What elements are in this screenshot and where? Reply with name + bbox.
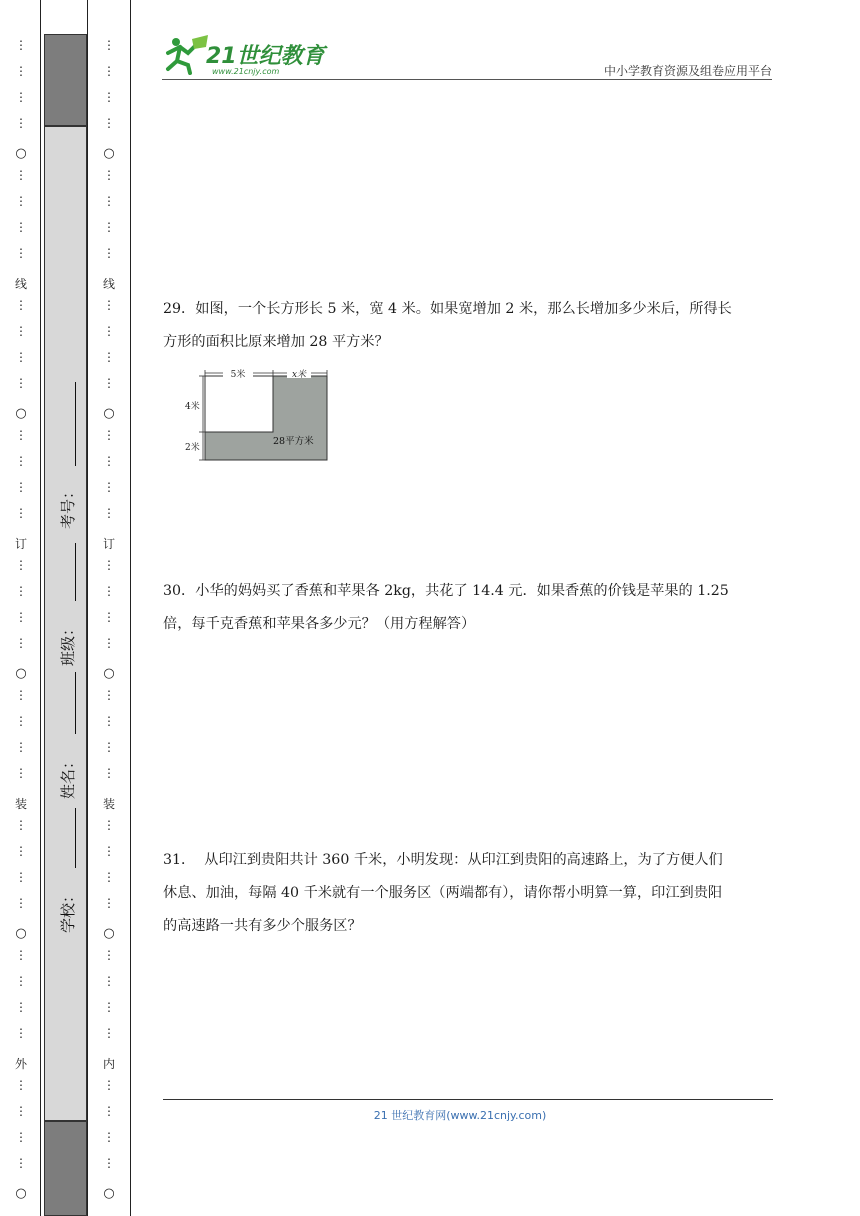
school-label: 学校： bbox=[59, 887, 78, 934]
site-logo[interactable] bbox=[162, 33, 342, 77]
cut-dot-mark: ⋮ bbox=[103, 896, 115, 910]
cut-dot-mark: ⋮ bbox=[15, 506, 27, 520]
cut-dot-mark: ⋮ bbox=[103, 38, 115, 52]
original-rectangle bbox=[205, 376, 273, 432]
header-divider bbox=[162, 79, 772, 80]
name-label: 姓名： bbox=[59, 753, 78, 800]
cut-line-word: 内 bbox=[102, 1057, 115, 1071]
cut-dot-mark: ⋮ bbox=[103, 90, 115, 104]
cut-dot-mark: ⋮ bbox=[15, 740, 27, 754]
exam-number-label: 考号： bbox=[59, 483, 78, 530]
inner-cut-line bbox=[102, 40, 116, 1216]
cut-circle-mark: ○ bbox=[15, 926, 27, 941]
cut-dot-mark: ⋮ bbox=[15, 1026, 27, 1040]
cut-line-word: 订 bbox=[14, 537, 27, 551]
cut-dot-mark: ⋮ bbox=[15, 688, 27, 702]
cut-circle-mark: ○ bbox=[103, 146, 115, 161]
cut-dot-mark: ⋮ bbox=[15, 558, 27, 572]
cut-dot-mark: ⋮ bbox=[103, 1000, 115, 1014]
cut-dot-mark: ⋮ bbox=[103, 428, 115, 442]
cut-circle-mark: ○ bbox=[103, 666, 115, 681]
cut-dot-mark: ⋮ bbox=[15, 64, 27, 78]
question-number: 29． bbox=[163, 301, 196, 317]
cut-circle-mark: ○ bbox=[15, 146, 27, 161]
top-right-label: x米 bbox=[291, 370, 307, 380]
rectangle-figure bbox=[183, 368, 333, 463]
exam-number-blank[interactable] bbox=[75, 382, 76, 466]
cut-dot-mark: ⋮ bbox=[15, 194, 27, 208]
cut-dot-mark: ⋮ bbox=[15, 168, 27, 182]
cut-dot-mark: ⋮ bbox=[15, 584, 27, 598]
cut-dot-mark: ⋮ bbox=[15, 324, 27, 338]
binding-line-middle bbox=[87, 0, 88, 1216]
cut-circle-mark: ○ bbox=[15, 1186, 27, 1201]
cut-dot-mark: ⋮ bbox=[15, 480, 27, 494]
school-blank[interactable] bbox=[75, 808, 76, 868]
cut-dot-mark: ⋮ bbox=[103, 376, 115, 390]
binding-grey-bottom bbox=[44, 1121, 87, 1216]
cut-line-word: 装 bbox=[14, 797, 27, 811]
cut-dot-mark: ⋮ bbox=[15, 376, 27, 390]
cut-dot-mark: ⋮ bbox=[103, 818, 115, 832]
cut-dot-mark: ⋮ bbox=[103, 1130, 115, 1144]
class-label: 班级： bbox=[59, 620, 78, 667]
cut-dot-mark: ⋮ bbox=[15, 1000, 27, 1014]
question-text: 从印江到贵阳共计 360 千米，小明发现：从印江到贵阳的高速路上，为了方便人们 bbox=[195, 852, 723, 868]
binding-grey-top bbox=[44, 34, 87, 126]
cut-dot-mark: ⋮ bbox=[15, 974, 27, 988]
cut-dot-mark: ⋮ bbox=[15, 844, 27, 858]
cut-dot-mark: ⋮ bbox=[103, 766, 115, 780]
cut-dot-mark: ⋮ bbox=[103, 506, 115, 520]
cut-line-word: 装 bbox=[102, 797, 115, 811]
footer-text[interactable]: 21 世纪教育网(www.21cnjy.com) bbox=[373, 1109, 547, 1122]
cut-dot-mark: ⋮ bbox=[103, 636, 115, 650]
cut-dot-mark: ⋮ bbox=[15, 610, 27, 624]
cut-dot-mark: ⋮ bbox=[15, 766, 27, 780]
binding-margin bbox=[0, 0, 135, 1216]
cut-circle-mark: ○ bbox=[15, 406, 27, 421]
question-number: 30． bbox=[163, 583, 196, 599]
cut-dot-mark: ⋮ bbox=[103, 480, 115, 494]
cut-circle-mark: ○ bbox=[103, 1186, 115, 1201]
cut-dot-mark: ⋮ bbox=[103, 194, 115, 208]
cut-line-word: 线 bbox=[14, 277, 27, 291]
cut-circle-mark: ○ bbox=[103, 926, 115, 941]
cut-line-word: 线 bbox=[102, 277, 115, 291]
cut-dot-mark: ⋮ bbox=[15, 38, 27, 52]
footer-divider bbox=[163, 1099, 773, 1100]
left-top-label: 4米 bbox=[185, 402, 200, 412]
question-text: 倍，每千克香蕉和苹果各多少元？（用方程解答） bbox=[163, 616, 476, 632]
cut-dot-mark: ⋮ bbox=[103, 948, 115, 962]
cut-dot-mark: ⋮ bbox=[15, 298, 27, 312]
cut-dot-mark: ⋮ bbox=[103, 610, 115, 624]
cut-dot-mark: ⋮ bbox=[15, 1078, 27, 1092]
cut-dot-mark: ⋮ bbox=[103, 714, 115, 728]
question-text: 休息、加油，每隔 40 千米就有一个服务区（两端都有），请你帮小明算一算，印江到贵阳 bbox=[163, 885, 723, 901]
question-30 bbox=[163, 575, 775, 641]
cut-dot-mark: ⋮ bbox=[103, 246, 115, 260]
cut-dot-mark: ⋮ bbox=[103, 168, 115, 182]
cut-dot-mark: ⋮ bbox=[103, 688, 115, 702]
cut-dot-mark: ⋮ bbox=[15, 818, 27, 832]
cut-dot-mark: ⋮ bbox=[103, 1104, 115, 1118]
cut-dot-mark: ⋮ bbox=[15, 246, 27, 260]
cut-dot-mark: ⋮ bbox=[103, 844, 115, 858]
cut-line-word: 外 bbox=[14, 1057, 27, 1071]
cut-dot-mark: ⋮ bbox=[15, 896, 27, 910]
cut-dot-mark: ⋮ bbox=[103, 116, 115, 130]
cut-circle-mark: ○ bbox=[103, 406, 115, 421]
question-text: 方形的面积比原来增加 28 平方米？ bbox=[163, 334, 389, 350]
cut-dot-mark: ⋮ bbox=[103, 1156, 115, 1170]
top-left-label: 5米 bbox=[230, 370, 246, 380]
cut-dot-mark: ⋮ bbox=[103, 64, 115, 78]
cut-dot-mark: ⋮ bbox=[15, 1156, 27, 1170]
left-bottom-label: 2米 bbox=[185, 443, 200, 453]
cut-dot-mark: ⋮ bbox=[15, 1130, 27, 1144]
logo-text: 21世纪教育 bbox=[206, 44, 325, 69]
outer-cut-line bbox=[14, 40, 28, 1216]
cut-dot-mark: ⋮ bbox=[15, 350, 27, 364]
cut-dot-mark: ⋮ bbox=[103, 298, 115, 312]
cut-dot-mark: ⋮ bbox=[103, 558, 115, 572]
rectangle-diagram bbox=[183, 368, 333, 463]
cut-dot-mark: ⋮ bbox=[15, 116, 27, 130]
class-blank[interactable] bbox=[75, 543, 76, 601]
cut-dot-mark: ⋮ bbox=[103, 454, 115, 468]
cut-line-word: 订 bbox=[102, 537, 115, 551]
cut-dot-mark: ⋮ bbox=[103, 350, 115, 364]
question-text: 如图，一个长方形长 5 米，宽 4 米。如果宽增加 2 米，那么长增加多少米后，所得长 bbox=[195, 301, 732, 317]
question-number: 31． bbox=[163, 852, 196, 868]
area-label: 28平方米 bbox=[273, 436, 314, 447]
question-31 bbox=[163, 844, 775, 943]
cut-dot-mark: ⋮ bbox=[103, 220, 115, 234]
question-text: 的高速路一共有多少个服务区？ bbox=[163, 918, 362, 934]
cut-dot-mark: ⋮ bbox=[15, 1104, 27, 1118]
name-blank[interactable] bbox=[75, 672, 76, 734]
cut-dot-mark: ⋮ bbox=[15, 220, 27, 234]
binding-line-inner bbox=[130, 0, 131, 1216]
question-text: 小华的妈妈买了香蕉和苹果各 2kg，共花了 14.4 元．如果香蕉的价钱是苹果的 1.25 bbox=[195, 583, 729, 599]
cut-dot-mark: ⋮ bbox=[103, 870, 115, 884]
runner-icon bbox=[162, 33, 342, 77]
platform-name: 中小学教育资源及组卷应用平台 bbox=[603, 64, 772, 78]
cut-dot-mark: ⋮ bbox=[103, 1026, 115, 1040]
cut-dot-mark: ⋮ bbox=[103, 1078, 115, 1092]
cut-dot-mark: ⋮ bbox=[15, 428, 27, 442]
cut-dot-mark: ⋮ bbox=[15, 90, 27, 104]
cut-dot-mark: ⋮ bbox=[103, 740, 115, 754]
cut-dot-mark: ⋮ bbox=[15, 948, 27, 962]
question-29 bbox=[163, 293, 775, 359]
cut-dot-mark: ⋮ bbox=[15, 870, 27, 884]
cut-dot-mark: ⋮ bbox=[103, 974, 115, 988]
cut-dot-mark: ⋮ bbox=[15, 714, 27, 728]
student-info-fields bbox=[47, 135, 85, 1115]
cut-dot-mark: ⋮ bbox=[103, 324, 115, 338]
logo-url: www.21cnjy.com bbox=[212, 67, 280, 76]
cut-circle-mark: ○ bbox=[15, 666, 27, 681]
binding-line-outer bbox=[40, 0, 41, 1216]
cut-dot-mark: ⋮ bbox=[103, 584, 115, 598]
cut-dot-mark: ⋮ bbox=[15, 454, 27, 468]
cut-dot-mark: ⋮ bbox=[15, 636, 27, 650]
